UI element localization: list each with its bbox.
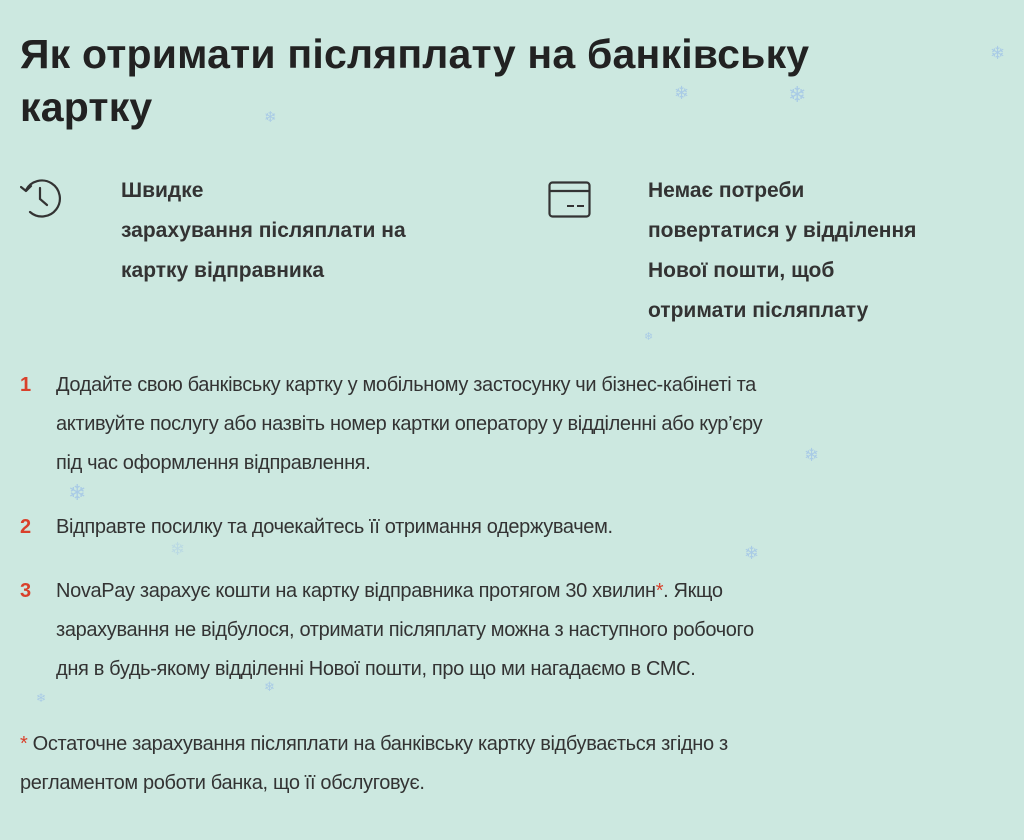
credit-card-icon <box>548 181 592 219</box>
step-number: 3 <box>20 580 32 602</box>
snowflake-icon: ❄ <box>788 82 807 107</box>
snowflake-icon: ❄ <box>170 539 186 559</box>
title-line: картку <box>20 84 153 130</box>
feature-text: отримати післяплату <box>648 299 869 322</box>
asterisk: * <box>655 580 664 602</box>
snowflake-icon: ❄ <box>644 331 654 343</box>
feature-text: Немає потреби <box>648 179 805 202</box>
feature-text: Швидке <box>121 179 204 202</box>
title-line: Як отримати післяплату на банківську <box>20 31 810 77</box>
feature-no-return <box>648 171 916 331</box>
step-number: 2 <box>20 516 32 538</box>
snowflake-icon: ❄ <box>264 109 277 126</box>
step-text: Відправте посилку та дочекайтесь її отримання одержувачем. <box>56 516 613 538</box>
footnote-text: регламентом роботи банка, що її обслуговує. <box>20 772 425 794</box>
step-text: активуйте послугу або назвіть номер картки оператору у відділенні або кур’єру <box>56 413 763 435</box>
step-text: дня в будь-якому відділенні Нової пошти, про що ми нагадаємо в СМС. <box>56 658 696 680</box>
feature-text: картку відправника <box>121 259 325 282</box>
snowflake-icon: ❄ <box>804 445 820 465</box>
page-title <box>20 28 809 134</box>
feature-fast-credit <box>121 171 406 291</box>
snowflake-icon: ❄ <box>674 83 690 103</box>
snowflake-icon: ❄ <box>68 480 87 505</box>
step-number: 1 <box>20 374 32 396</box>
snowflake-icon: ❄ <box>36 691 47 705</box>
asterisk: * <box>20 733 28 755</box>
footnote-text: Остаточне зарахування післяплати на банківську картку відбувається згідно з <box>27 733 728 755</box>
step-text: зарахування не відбулося, отримати післяплату можна з наступного робочого <box>56 619 754 641</box>
snowflake-icon: ❄ <box>744 543 760 563</box>
footnote <box>20 725 728 803</box>
feature-text: зарахування післяплати на <box>121 219 406 242</box>
step-text <box>56 572 754 611</box>
snowflake-icon: ❄ <box>264 679 275 694</box>
feature-text: повертатися у відділення <box>648 219 917 242</box>
step-text: Додайте свою банківську картку у мобільному застосунку чи бізнес-кабінеті та <box>56 374 756 396</box>
feature-text: Нової пошти, щоб <box>648 259 835 282</box>
step-text-part: NovaPay зарахує кошти на картку відправника протягом 30 хвилин <box>56 580 656 602</box>
clock-history-icon <box>20 175 62 223</box>
snowflake-icon: ❄ <box>990 43 1006 63</box>
step-text-part: . Якщо <box>663 580 723 602</box>
step-text: під час оформлення відправлення. <box>56 452 371 474</box>
